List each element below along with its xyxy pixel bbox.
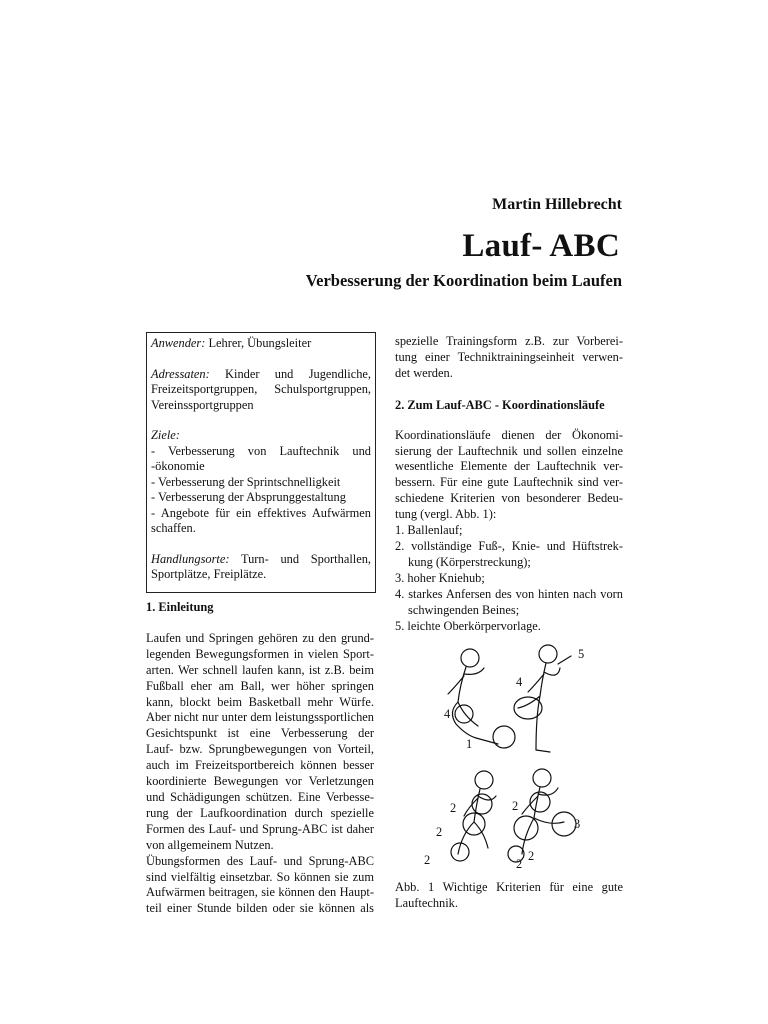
ziele-label: Ziele: bbox=[151, 428, 180, 442]
anwender-text: Lehrer, Übungsleiter bbox=[205, 336, 312, 350]
body-line: sierung der Lauftechnik und sollen einzelne bbox=[395, 443, 623, 458]
page-title: Lauf- ABC bbox=[462, 228, 620, 264]
body-line: wesentliche Elemente der Lauftechnik ver- bbox=[395, 459, 623, 474]
label-3: 3 bbox=[574, 817, 581, 831]
label-2: 2 bbox=[516, 857, 523, 871]
list-item: 4. starkes Anfersen des von hinten nach vorn bbox=[395, 586, 623, 601]
list-item: 3. hoher Kniehub; bbox=[395, 570, 485, 585]
marker-circle-knee bbox=[455, 705, 473, 723]
list-item: 5. leichte Oberkörpervorlage. bbox=[395, 618, 541, 633]
ziele-line: - Verbesserung von Lauftechnik und bbox=[151, 443, 371, 458]
section-1-body bbox=[146, 631, 374, 917]
info-box bbox=[146, 332, 376, 593]
orte-label: Handlungsorte: bbox=[151, 551, 230, 566]
body-line: Fußball eher am Ball, wer höher springen bbox=[146, 678, 374, 693]
list-item: 1. Ballenlauf; bbox=[395, 523, 463, 538]
info-adressaten bbox=[151, 367, 371, 414]
adressaten-label: Adressaten: bbox=[151, 366, 210, 381]
body-line: kann, blockt beim Basketball mehr Würfe. bbox=[146, 694, 374, 709]
runner-figure-4 bbox=[508, 769, 576, 862]
anwender-label: Anwender: bbox=[151, 336, 206, 350]
runner-figure-2 bbox=[514, 645, 560, 752]
figure-running-technique bbox=[418, 640, 608, 872]
ziele-line: - Angebote für ein effektives Aufwärmen bbox=[151, 505, 371, 520]
ziele-line: schaffen. bbox=[151, 521, 196, 535]
caption-line: Lauftechnik. bbox=[395, 895, 458, 910]
adressaten-line: Freizeitsportgruppen, Schulsportgruppen, bbox=[151, 382, 371, 396]
info-ziele bbox=[151, 428, 371, 537]
leader-line bbox=[558, 656, 571, 664]
running-figures-illustration bbox=[418, 640, 608, 872]
info-anwender bbox=[151, 336, 371, 352]
body-line: von allgemeinem Nutzen. bbox=[146, 837, 274, 852]
figure-caption bbox=[395, 880, 623, 912]
label-2: 2 bbox=[436, 825, 443, 839]
body-line: rung der Laufkoordination durch spezielle bbox=[146, 805, 374, 820]
runner-figure-3 bbox=[451, 771, 496, 861]
ziele-line: -ökonomie bbox=[151, 459, 205, 473]
label-2: 2 bbox=[450, 801, 457, 815]
body-line: Koordinationsläufe dienen der Ökonomi- bbox=[395, 427, 623, 442]
list-item-cont: kung (Körperstreckung); bbox=[408, 554, 531, 569]
body-line: Lauf- bzw. Sprungbewegungen von Vorteil, bbox=[146, 742, 374, 757]
orte-line: Sportplätze, Freiplätze. bbox=[151, 567, 267, 581]
label-5: 5 bbox=[578, 647, 585, 661]
ziele-line: - Verbesserung der Sprintschnelligkeit bbox=[151, 474, 341, 489]
label-2: 2 bbox=[528, 849, 535, 863]
ziele-line: - Verbesserung der Absprunggestaltung bbox=[151, 490, 346, 504]
body-line: und Schädigungen schützen. Eine Verbesse- bbox=[146, 789, 374, 804]
criteria-list bbox=[395, 523, 623, 634]
body-line: teil einer Stunde bilden oder sie können als bbox=[146, 901, 374, 916]
section-1 bbox=[146, 600, 374, 917]
body-line: det werden. bbox=[395, 365, 453, 380]
body-line: Aufwärmen beitragen, sie können den Haupt- bbox=[146, 885, 374, 900]
body-line: arten. Wer schnell laufen kann, ist z.B. beim bbox=[146, 662, 374, 677]
section-2-body bbox=[395, 428, 623, 523]
section-2-heading: 2. Zum Lauf-ABC - Koordinationsläufe bbox=[395, 397, 605, 412]
body-line: legenden Bewegungsformen in vielen Sport- bbox=[146, 646, 374, 661]
right-column bbox=[395, 334, 623, 634]
orte-line: Turn- und Sporthallen, bbox=[229, 551, 371, 566]
label-2: 2 bbox=[512, 799, 519, 813]
body-line: Übungsformen des Lauf- und Sprung-ABC bbox=[146, 853, 374, 868]
body-line: Aber nicht nur unter dem leistungssportlichen bbox=[146, 710, 374, 725]
adressaten-line: Kinder und Jugendliche, bbox=[209, 366, 371, 381]
marker-circle-ball bbox=[493, 726, 515, 748]
body-line: koordinierte Bewegungen vor Verletzungen bbox=[146, 774, 374, 789]
label-4: 4 bbox=[516, 675, 523, 689]
body-line: schiedene Kriterien von besonderer Bedeu- bbox=[395, 491, 623, 506]
body-line: Laufen und Springen gehören zu den grund- bbox=[146, 630, 374, 645]
intro-text bbox=[395, 334, 623, 382]
body-line: Formen des Lauf- und Sprung-ABC ist daher bbox=[146, 821, 374, 836]
body-line: bessern. Für eine gute Lauftechnik sind ver- bbox=[395, 475, 623, 490]
body-line: auch im Freizeitsportbereich können besser bbox=[146, 758, 374, 773]
body-line: tung (vergl. Abb. 1): bbox=[395, 507, 497, 522]
label-1: 1 bbox=[466, 737, 473, 751]
page-subtitle: Verbesserung der Koordination beim Laufen bbox=[305, 271, 622, 290]
body-line: Gesichtspunkt ist eine Verbesserung der bbox=[146, 726, 374, 741]
body-line: spezielle Trainingsform z.B. zur Vorberei- bbox=[395, 334, 623, 348]
label-4: 4 bbox=[444, 707, 451, 721]
list-item: 2. vollständige Fuß-, Knie- und Hüftstrek- bbox=[395, 538, 623, 553]
author-name: Martin Hillebrecht bbox=[492, 196, 622, 213]
runner-figure-1 bbox=[448, 649, 515, 748]
label-2: 2 bbox=[424, 853, 431, 867]
section-1-heading: 1. Einleitung bbox=[146, 600, 214, 614]
body-line: sind vielfältig einsetzbar. So können sie zum bbox=[146, 869, 374, 884]
caption-line: Abb. 1 Wichtige Kriterien für eine gute bbox=[395, 880, 623, 894]
info-orte bbox=[151, 552, 371, 583]
list-item-cont: schwingenden Beines; bbox=[408, 602, 520, 617]
adressaten-line: Vereinssportgruppen bbox=[151, 397, 254, 412]
body-line: tung einer Techniktrainingseinheit verwen- bbox=[395, 349, 623, 364]
